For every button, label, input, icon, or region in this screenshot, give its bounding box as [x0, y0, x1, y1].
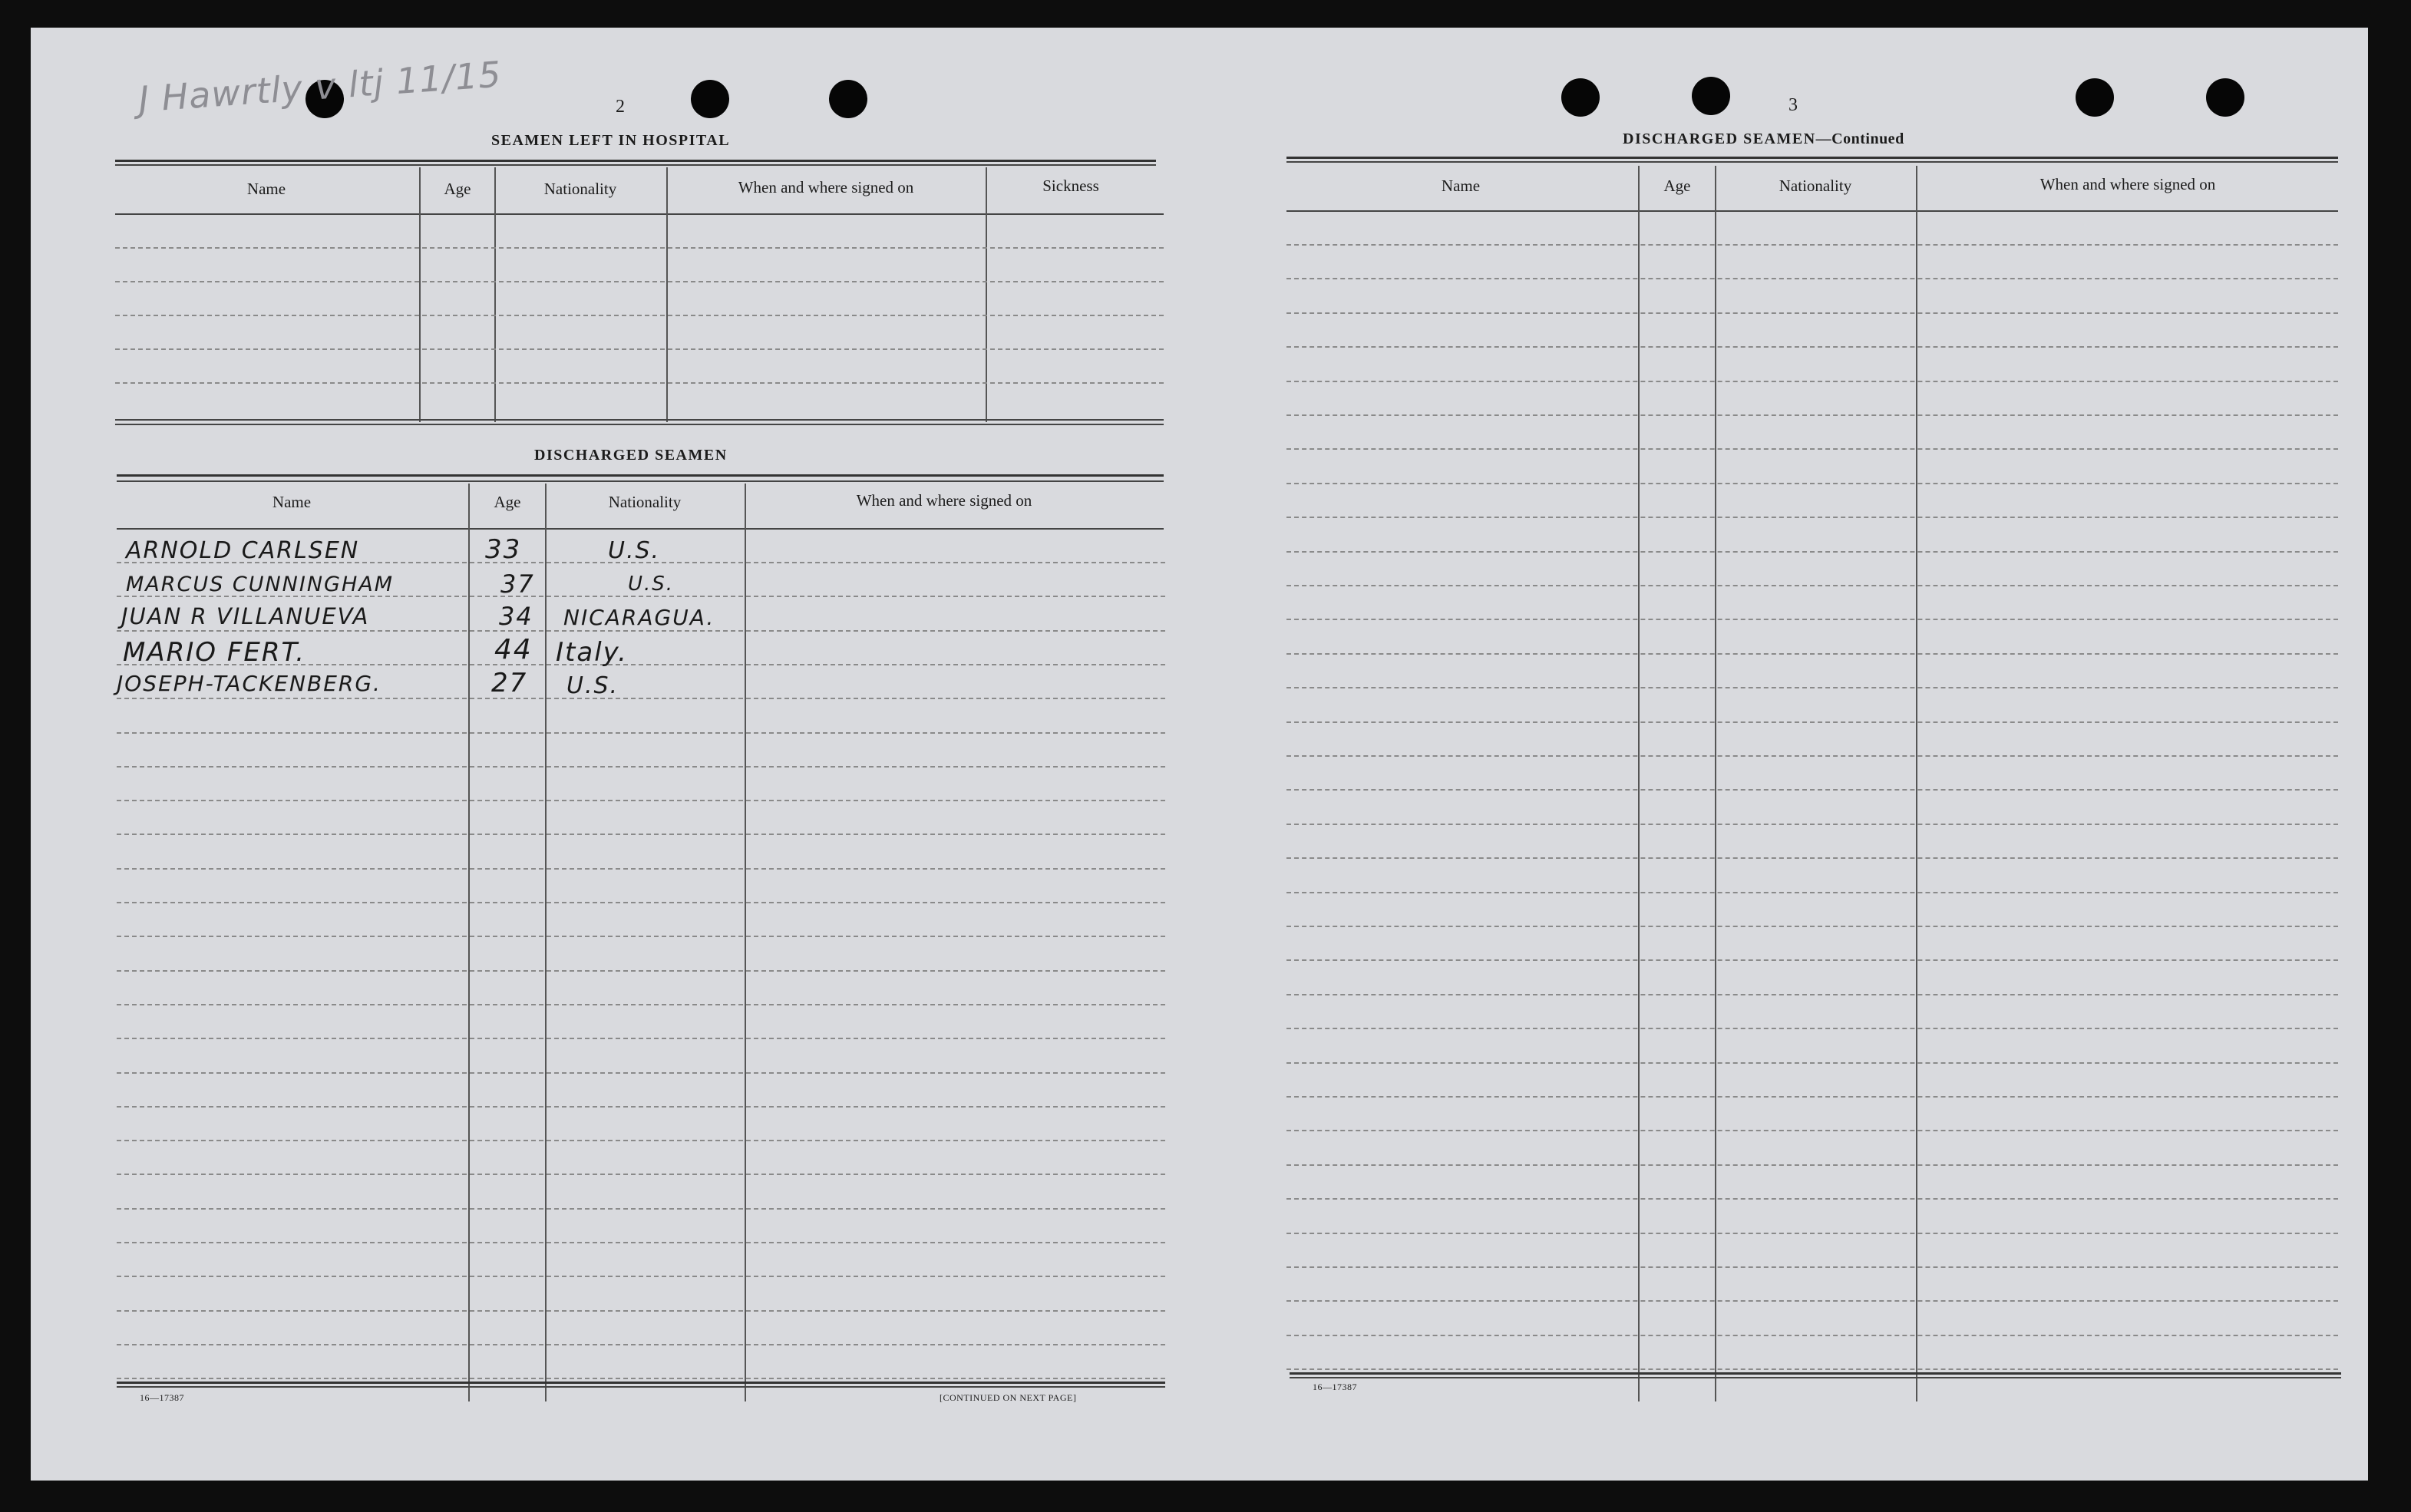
discharged-header-name: Name	[272, 493, 312, 511]
entry-name: ARNOLD CARLSEN	[126, 537, 360, 564]
right-col-divider	[1715, 166, 1716, 1401]
punch-hole	[829, 80, 867, 118]
row-line	[1286, 1164, 2338, 1166]
punch-hole	[2076, 78, 2114, 117]
page-number-left: 2	[616, 97, 625, 117]
row-line	[1286, 959, 2338, 961]
punch-hole	[691, 80, 729, 118]
entry-nationality: U.S.	[628, 573, 675, 596]
row-line	[1286, 585, 2338, 586]
row-line	[117, 1174, 1165, 1175]
discharged-continued-title	[1623, 130, 1904, 148]
row-line	[1286, 414, 2338, 416]
discharged-top-rule-thin	[117, 480, 1164, 482]
handwritten-note: J Hawrtly v ltj 11/15	[137, 53, 504, 120]
right-top-rule-thin	[1286, 161, 2338, 163]
form-number-left: 16—17387	[140, 1392, 184, 1403]
hospital-row-line	[115, 348, 1164, 350]
row-line	[1286, 551, 2338, 553]
right-bottom-rule	[1290, 1372, 2341, 1375]
discharged-header-age: Age	[494, 493, 521, 511]
discharged-section-title: DISCHARGED SEAMEN	[534, 447, 728, 464]
row-line	[1286, 1028, 2338, 1029]
entry-age: 33	[485, 534, 522, 565]
discharged-col-divider	[745, 484, 746, 1401]
row-line	[117, 1208, 1165, 1210]
row-line	[1286, 994, 2338, 995]
row-line	[117, 732, 1165, 734]
row-line	[117, 970, 1165, 972]
hospital-section-title: SEAMEN LEFT IN HOSPITAL	[491, 132, 731, 149]
discharged-header-rule	[117, 528, 1164, 530]
row-line	[117, 800, 1165, 801]
entry-nationality: U.S.	[608, 537, 661, 564]
row-line	[1286, 687, 2338, 688]
entry-name: JUAN R VILLANUEVA	[121, 603, 370, 629]
row-line	[1286, 857, 2338, 859]
row-line	[117, 698, 1165, 699]
row-line	[117, 1344, 1165, 1345]
entry-age: 34	[499, 602, 533, 631]
hospital-col-divider	[419, 167, 421, 422]
right-top-rule	[1286, 157, 2338, 159]
row-line	[117, 1276, 1165, 1277]
row-line	[1286, 483, 2338, 484]
hospital-header-name: Name	[246, 180, 286, 198]
right-col-divider	[1638, 166, 1640, 1401]
page-number-right: 3	[1788, 95, 1798, 115]
hospital-header-sickness: Sickness	[1042, 177, 1099, 195]
hospital-bottom-rule	[115, 419, 1164, 421]
row-line	[1286, 824, 2338, 825]
row-line	[117, 1140, 1165, 1141]
row-line	[1286, 1062, 2338, 1064]
row-line	[1286, 1368, 2338, 1370]
title-main: DISCHARGED SEAMEN	[1623, 130, 1816, 147]
document-page	[31, 28, 2368, 1481]
entry-age: 37	[500, 569, 535, 599]
title-continued: —Continued	[1815, 130, 1904, 147]
row-line	[1286, 619, 2338, 620]
right-bottom-rule	[1290, 1377, 2341, 1378]
row-line	[1286, 755, 2338, 757]
row-line	[1286, 346, 2338, 348]
row-line	[1286, 721, 2338, 723]
row-line	[1286, 448, 2338, 450]
hospital-row-line	[115, 281, 1164, 282]
hospital-bottom-rule	[115, 424, 1164, 425]
row-line	[1286, 381, 2338, 382]
discharged-bottom-rule	[117, 1382, 1165, 1384]
row-line	[1286, 1096, 2338, 1098]
continued-note: [CONTINUED ON NEXT PAGE]	[940, 1392, 1077, 1403]
entry-name: JOSEPH-TACKENBERG.	[117, 671, 381, 696]
right-col-divider	[1916, 166, 1917, 1401]
row-line	[1286, 926, 2338, 927]
form-number-right: 16—17387	[1313, 1382, 1357, 1392]
hospital-row-line	[115, 382, 1164, 384]
row-line	[1286, 1198, 2338, 1200]
row-line	[1286, 1300, 2338, 1302]
row-line	[1286, 1130, 2338, 1131]
row-line	[117, 1242, 1165, 1243]
discharged-header-nationality: Nationality	[608, 493, 682, 511]
hospital-top-rule	[115, 160, 1156, 162]
entry-nationality: U.S.	[566, 672, 619, 699]
entry-name: MARCUS CUNNINGHAM	[126, 573, 395, 596]
row-line	[1286, 1335, 2338, 1336]
row-line	[117, 1378, 1165, 1379]
right-header-name: Name	[1441, 177, 1481, 195]
row-line	[1286, 278, 2338, 279]
row-line	[117, 936, 1165, 937]
right-header-nationality: Nationality	[1779, 177, 1852, 195]
hospital-header-age: Age	[444, 180, 471, 198]
row-line	[1286, 653, 2338, 655]
hospital-col-divider	[666, 167, 668, 422]
row-line	[1286, 1233, 2338, 1234]
row-line	[117, 868, 1165, 870]
right-header-signed-on: When and where signed on	[2039, 175, 2216, 193]
entry-age: 27	[491, 668, 528, 698]
hospital-row-line	[115, 247, 1164, 249]
discharged-header-signed-on: When and where signed on	[856, 491, 1032, 510]
row-line	[1286, 892, 2338, 893]
entry-nationality: NICARAGUA.	[563, 605, 715, 630]
hospital-col-divider	[986, 167, 987, 422]
row-line	[117, 834, 1165, 835]
discharged-top-rule	[117, 474, 1164, 477]
punch-hole	[1692, 77, 1730, 115]
entry-age: 44	[494, 634, 533, 665]
discharged-col-divider	[468, 484, 470, 1401]
hospital-header-nationality: Nationality	[543, 180, 617, 198]
discharged-bottom-rule	[117, 1386, 1165, 1388]
row-line	[1286, 244, 2338, 246]
hospital-col-divider	[494, 167, 496, 422]
row-line	[1286, 312, 2338, 314]
right-header-age: Age	[1663, 177, 1691, 195]
punch-hole	[1561, 78, 1600, 117]
row-line	[1286, 517, 2338, 518]
row-line	[1286, 1266, 2338, 1268]
punch-hole	[2206, 78, 2244, 117]
row-line	[117, 766, 1165, 768]
row-line	[117, 1038, 1165, 1039]
hospital-header-rule	[115, 213, 1164, 215]
row-line	[117, 1004, 1165, 1005]
right-header-rule	[1286, 210, 2338, 212]
row-line	[117, 1072, 1165, 1074]
row-line	[117, 1106, 1165, 1108]
discharged-col-divider	[545, 484, 547, 1401]
hospital-row-line	[115, 315, 1164, 316]
row-line	[117, 902, 1165, 903]
hospital-header-signed-on: When and where signed on	[738, 178, 914, 196]
row-line	[117, 1310, 1165, 1312]
row-line	[1286, 789, 2338, 791]
hospital-top-rule-thin	[115, 164, 1156, 166]
entry-nationality: Italy.	[556, 637, 628, 668]
entry-name: MARIO FERT.	[123, 637, 306, 668]
